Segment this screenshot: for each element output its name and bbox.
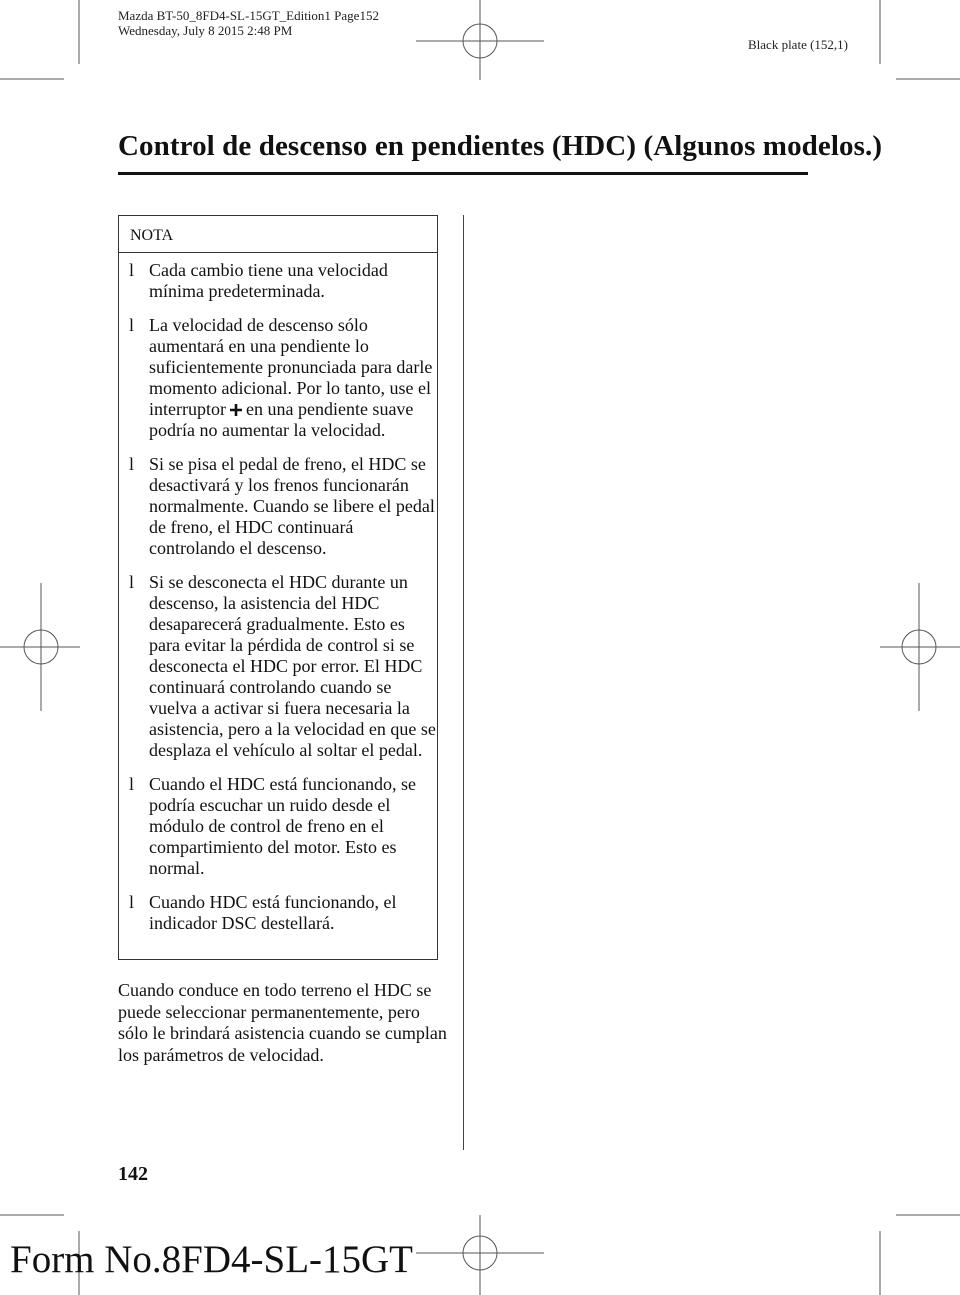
- note-item-text: Cuando HDC está funcionando, el indicador DSC destellará.: [149, 892, 397, 933]
- note-item-text: Cuando el HDC está funcionando, se podría escuchar un ruido desde el módulo de control de freno en el compartimiento del motor. Esto es normal.: [149, 774, 416, 878]
- print-header-line-2: Wednesday, July 8 2015 2:48 PM: [118, 23, 293, 38]
- section-title: Control de descenso en pendientes (HDC) (Algunos modelos.): [118, 130, 883, 162]
- bullet-icon: l: [129, 892, 135, 912]
- column-divider: [463, 215, 464, 1150]
- note-item: [129, 774, 439, 879]
- plus-switch-icon: [229, 403, 243, 417]
- note-item-text: Cada cambio tiene una velocidad mínima predeterminada.: [149, 260, 388, 301]
- note-item-text: Si se pisa el pedal de freno, el HDC se desactivará y los frenos funcionarán normalmente. Cuando se libere el pedal de freno, el HDC continuará controlando el descenso.: [149, 454, 435, 558]
- note-item: [129, 260, 439, 302]
- title-rule: [118, 172, 808, 175]
- body-paragraph: Cuando conduce en todo terreno el HDC se puede seleccionar permanentemente, pero sólo le brindará asistencia cuando se cumplan los parámetros de velocidad.: [118, 980, 447, 1065]
- note-heading: NOTA: [119, 216, 437, 253]
- form-number: Form No.8FD4-SL-15GT: [10, 1238, 414, 1281]
- note-box: [118, 215, 438, 960]
- bullet-icon: l: [129, 315, 135, 335]
- note-item-text: Si se desconecta el HDC durante un descenso, la asistencia del HDC desaparecerá gradualmente. Esto es para evitar la pérdida de control si se desconecta el HDC por error. El HDC continuará controlando cuando se vuelva a activar si fuera necesaria la asistencia, pero a la velocidad en que se desplaza el vehículo al soltar el pedal.: [149, 572, 436, 760]
- page-number: 142: [118, 1163, 148, 1185]
- bullet-icon: l: [129, 454, 135, 474]
- note-item: [129, 892, 439, 934]
- note-item-text: La velocidad de descenso sólo aumentará en una pendiente lo suficientemente pronunciada para darle momento adicional. Por lo tanto, use el interruptor: [149, 315, 433, 419]
- note-item: [129, 454, 439, 559]
- plate-label: Black plate (152,1): [748, 37, 848, 52]
- note-item-text-tail: en una pendiente suave podría no aumentar la velocidad.: [149, 399, 414, 440]
- note-item: [129, 572, 439, 761]
- bullet-icon: l: [129, 774, 135, 794]
- note-item: [129, 315, 439, 441]
- note-list: [129, 260, 439, 947]
- bullet-icon: l: [129, 260, 135, 280]
- print-header-line-1: Mazda BT-50_8FD4-SL-15GT_Edition1 Page152: [118, 8, 379, 23]
- bullet-icon: l: [129, 572, 135, 592]
